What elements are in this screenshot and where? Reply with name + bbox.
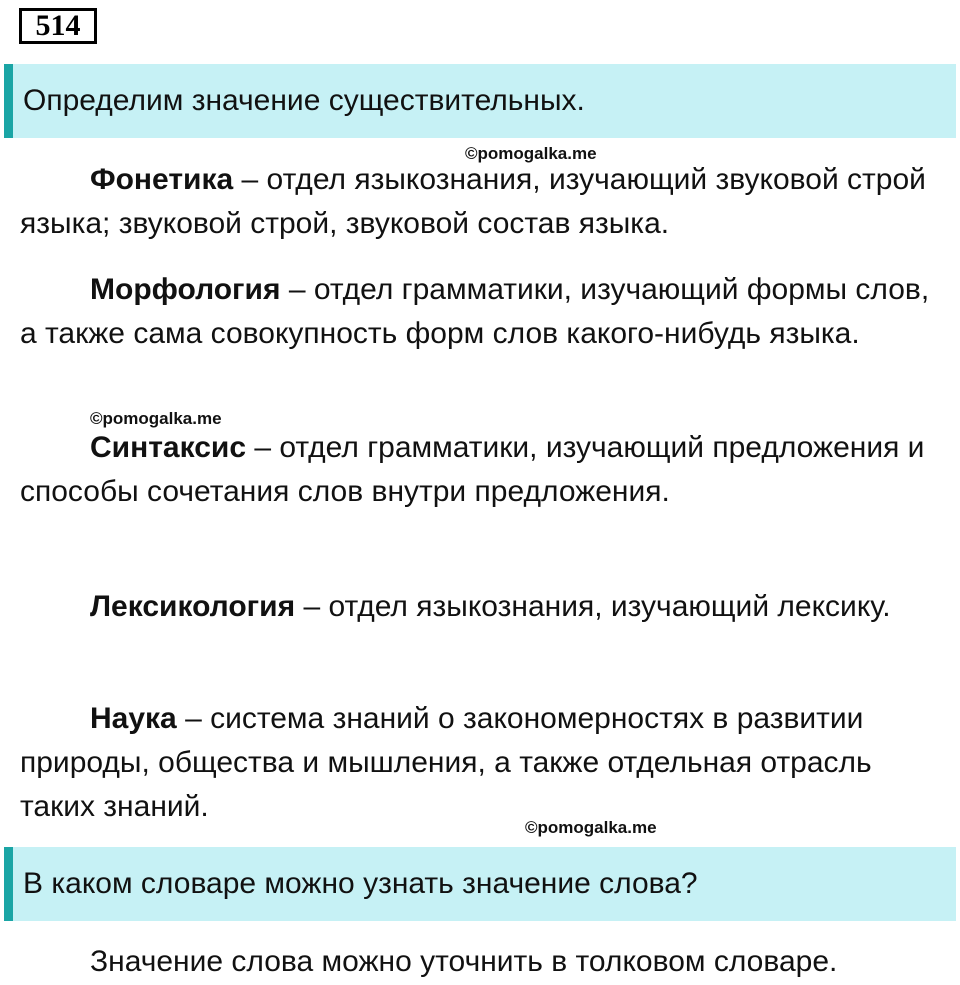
watermark: ©pomogalka.me <box>465 144 597 163</box>
section-heading-question <box>4 847 956 921</box>
task-number-box: 514 <box>19 8 97 44</box>
watermark: ©pomogalka.me <box>90 409 222 428</box>
definition-text: – отдел языкознания, изучающий звуковой строй языка; звуковой строй, звуковой состав языка. <box>20 163 926 240</box>
watermark: ©pomogalka.me <box>525 818 657 837</box>
definition-morphology <box>20 268 945 356</box>
definition-lexicology <box>20 585 945 629</box>
definition-text: – отдел грамматики, изучающий формы слов, а также сама совокупность форм слов какого-нибудь языка. <box>20 273 930 350</box>
section-heading-text: В каком словаре можно узнать значение слова? <box>23 867 698 900</box>
definition-science <box>20 697 945 829</box>
definition-term: Синтаксис <box>90 431 247 464</box>
answer-text: Значение слова можно уточнить в толковом словаре. <box>90 945 838 978</box>
definition-term: Фонетика <box>90 163 234 196</box>
section-heading-definitions <box>4 64 956 138</box>
section-heading-text: Определим значение существительных. <box>23 84 585 117</box>
definition-term: Лексикология <box>90 590 296 623</box>
definition-text: – отдел языкознания, изучающий лексику. <box>295 590 891 623</box>
definition-syntax <box>20 426 945 514</box>
definition-term: Наука <box>90 702 177 735</box>
definition-text: – система знаний о закономерностях в развитии природы, общества и мышления, а также отдельная отрасль таких знаний. <box>20 702 872 823</box>
definition-term: Морфология <box>90 273 281 306</box>
definition-text: – отдел грамматики, изучающий предложения и способы сочетания слов внутри предложения. <box>20 431 925 508</box>
definition-phonetics <box>20 158 945 246</box>
